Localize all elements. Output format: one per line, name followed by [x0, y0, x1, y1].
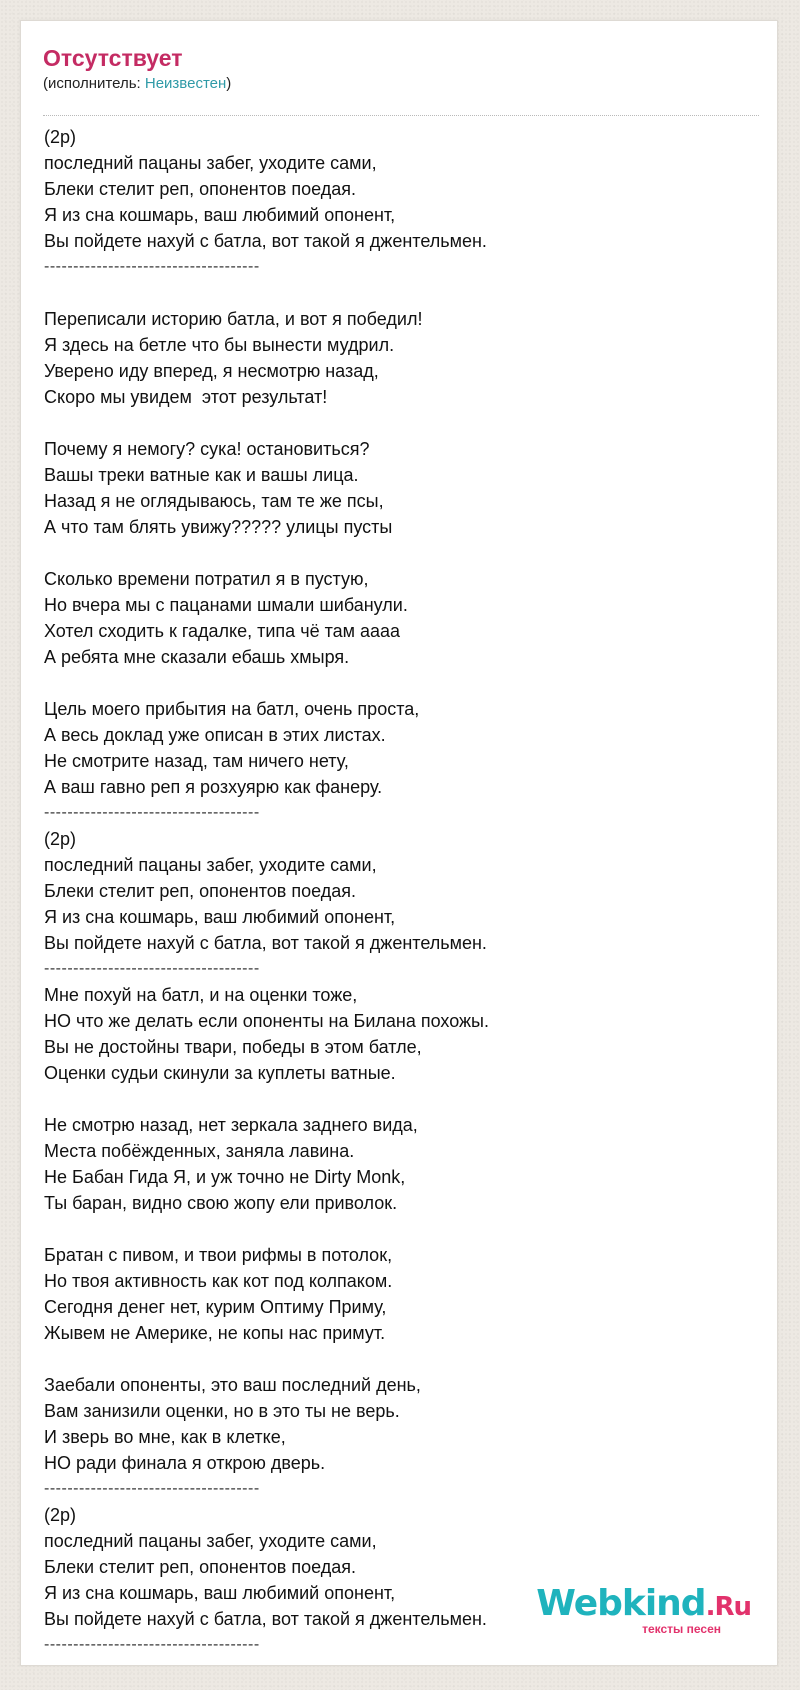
lyrics-line: Вы пойдете нахуй с батла, вот такой я джентельмен.	[44, 933, 487, 953]
lyrics-line	[44, 1086, 760, 1112]
song-header	[43, 43, 759, 93]
lyrics-line: А что там блять увижу????? улицы пусты	[44, 517, 393, 537]
lyrics-text	[44, 124, 760, 1658]
artist-prefix: (исполнитель:	[43, 75, 145, 92]
header-divider	[43, 115, 759, 116]
lyrics-line: Но твоя активность как кот под колпаком.	[44, 1271, 393, 1291]
artist-suffix: )	[226, 75, 232, 92]
lyrics-line	[44, 1346, 760, 1372]
lyrics-line: последний пацаны забег, уходите сами,	[44, 855, 377, 875]
lyrics-line: Жывем не Америке, не копы нас примут.	[44, 1323, 386, 1343]
lyrics-line: Хотел сходить к гадалке, типа чё там аааа	[44, 621, 401, 641]
lyrics-line: Не Бабан Гида Я, и уж точно не Dirty Monk,	[44, 1167, 406, 1187]
lyrics-line: Я из сна кошмарь, ваш любимий опонент,	[44, 205, 396, 225]
lyrics-line: Мне похуй на батл, и на оценки тоже,	[44, 985, 358, 1005]
lyrics-line: Вам занизили оценки, но в это ты не верь.	[44, 1401, 400, 1421]
logo-subtitle: тексты песен	[642, 1622, 721, 1636]
lyrics-line: НО что же делать если опоненты на Билана похожы.	[44, 1011, 489, 1031]
artist-link[interactable]: Неизвестен	[144, 75, 227, 92]
lyrics-line: НО ради финала я открою дверь.	[44, 1453, 326, 1473]
lyrics-separator: -------------------------------------	[44, 258, 260, 275]
lyrics-line: (2р)	[44, 127, 77, 147]
lyrics-line	[44, 1216, 760, 1242]
lyrics-line: (2р)	[44, 829, 77, 849]
lyrics-separator: -------------------------------------	[44, 960, 260, 977]
lyrics-line: Места побёжденных, заняла лавина.	[44, 1141, 355, 1161]
lyrics-line: А ребята мне сказали ебашь хмыря.	[44, 647, 350, 667]
lyrics-line: А ваш гавно реп я розхуярю как фанеру.	[44, 777, 383, 797]
lyrics-line	[44, 410, 760, 436]
lyrics-line: Блеки стелит реп, опонентов поедая.	[44, 1557, 356, 1577]
lyrics-line: Заебали опоненты, это ваш последний день,	[44, 1375, 421, 1395]
lyrics-card	[20, 20, 778, 1666]
lyrics-line: И зверь во мне, как в клетке,	[44, 1427, 286, 1447]
lyrics-line: последний пацаны забег, уходите сами,	[44, 153, 377, 173]
lyrics-line	[44, 670, 760, 696]
lyrics-line: Почему я немогу? сука! остановиться?	[44, 439, 370, 459]
lyrics-separator: -------------------------------------	[44, 1480, 260, 1497]
logo-tld: .Ru	[705, 1592, 751, 1622]
song-title: Отсутствует	[43, 45, 183, 71]
lyrics-line: Вы пойдете нахуй с батла, вот такой я джентельмен.	[44, 1609, 487, 1629]
lyrics-line: Оценки судьи скинули за куплеты ватные.	[44, 1063, 396, 1083]
lyrics-line: Я из сна кошмарь, ваш любимий опонент,	[44, 1583, 396, 1603]
lyrics-separator: -------------------------------------	[44, 1636, 260, 1653]
lyrics-line: Блеки стелит реп, опонентов поедая.	[44, 179, 356, 199]
lyrics-line: Вашы треки ватные как и вашы лица.	[44, 465, 359, 485]
lyrics-separator: -------------------------------------	[44, 804, 260, 821]
lyrics-line: А весь доклад уже описан в этих листах.	[44, 725, 386, 745]
lyrics-line: Вы не достойны твари, победы в этом батле,	[44, 1037, 422, 1057]
lyrics-line: Я здесь на бетле что бы вынести мудрил.	[44, 335, 395, 355]
lyrics-line: Уверено иду вперед, я несмотрю назад,	[44, 361, 379, 381]
artist-line	[43, 75, 759, 93]
lyrics-line	[44, 540, 760, 566]
lyrics-line: Ты баран, видно свою жопу ели приволок.	[44, 1193, 398, 1213]
lyrics-line: Скоро мы увидем этот результат!	[44, 387, 328, 407]
lyrics-line: Вы пойдете нахуй с батла, вот такой я джентельмен.	[44, 231, 487, 251]
lyrics-line: Переписали историю батла, и вот я победил!	[44, 309, 423, 329]
lyrics-line: Я из сна кошмарь, ваш любимий опонент,	[44, 907, 396, 927]
lyrics-line: Сегодня денег нет, курим Оптиму Приму,	[44, 1297, 387, 1317]
lyrics-line	[44, 280, 760, 306]
logo-wordmark	[531, 1585, 751, 1626]
logo-main-text: Webkind	[536, 1583, 706, 1624]
lyrics-line: Но вчера мы с пацанами шмали шибанули.	[44, 595, 408, 615]
lyrics-line: последний пацаны забег, уходите сами,	[44, 1531, 377, 1551]
lyrics-line: Цель моего прибытия на батл, очень проста,	[44, 699, 420, 719]
lyrics-line: (2р)	[44, 1505, 77, 1525]
lyrics-line: Сколько времени потратил я в пустую,	[44, 569, 369, 589]
lyrics-line: Братан с пивом, и твои рифмы в потолок,	[44, 1245, 393, 1265]
lyrics-line: Не смотрите назад, там ничего нету,	[44, 751, 349, 771]
lyrics-line: Не смотрю назад, нет зеркала заднего вида,	[44, 1115, 418, 1135]
lyrics-line: Блеки стелит реп, опонентов поедая.	[44, 881, 356, 901]
webkind-logo[interactable]	[531, 1585, 751, 1641]
lyrics-line: Назад я не оглядываюсь, там те же псы,	[44, 491, 384, 511]
